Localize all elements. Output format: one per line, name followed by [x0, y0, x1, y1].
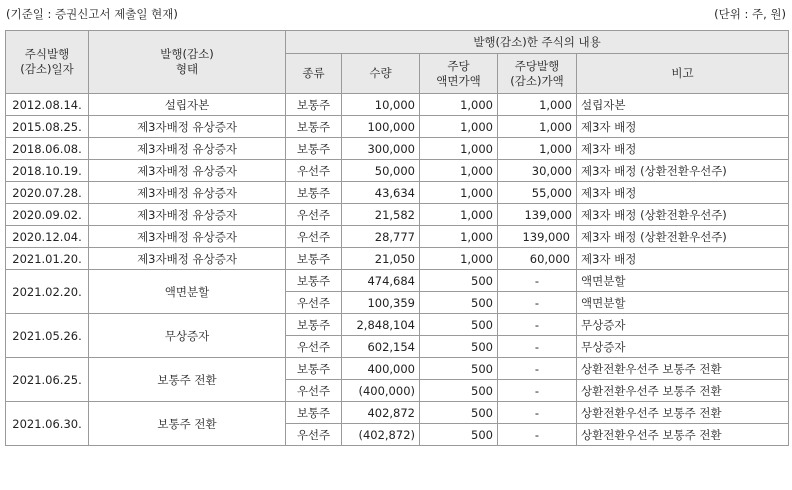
- table-row: [6, 116, 789, 138]
- share-kind-cell: 우선주: [286, 226, 342, 248]
- par-value-cell: 1,000: [420, 182, 498, 204]
- header-issue-date-line2: (감소)일자: [20, 62, 74, 76]
- issue-price-cell: 139,000: [498, 204, 577, 226]
- issue-form-cell: 제3자배정 유상증자: [89, 248, 286, 270]
- par-value-cell: 500: [420, 270, 498, 292]
- issue-form-cell: 제3자배정 유상증자: [89, 138, 286, 160]
- par-value-cell: 500: [420, 358, 498, 380]
- share-kind-cell: 보통주: [286, 138, 342, 160]
- issue-date-cell: 2021.06.30.: [6, 402, 89, 446]
- header-quantity: 수량: [342, 54, 420, 94]
- issue-date-cell: 2020.09.02.: [6, 204, 89, 226]
- quantity-cell: 21,582: [342, 204, 420, 226]
- header-par-value-line1: 주당: [447, 58, 470, 73]
- issue-form-cell: 제3자배정 유상증자: [89, 116, 286, 138]
- share-kind-cell: 보통주: [286, 402, 342, 424]
- issue-form-cell: 제3자배정 유상증자: [89, 204, 286, 226]
- remark-cell: 상환전환우선주 보통주 전환: [577, 424, 789, 446]
- issue-price-cell: 60,000: [498, 248, 577, 270]
- remark-cell: 제3자 배정 (상환전환우선주): [577, 160, 789, 182]
- header-issue-form: [89, 31, 286, 94]
- header-issue-price-line1: 주당발행: [514, 58, 560, 73]
- header-share-details: 발행(감소)한 주식의 내용: [286, 31, 789, 54]
- par-value-cell: 1,000: [420, 116, 498, 138]
- header-issue-price: [498, 54, 577, 94]
- par-value-cell: 500: [420, 292, 498, 314]
- issue-date-cell: 2018.06.08.: [6, 138, 89, 160]
- par-value-cell: 1,000: [420, 160, 498, 182]
- table-row: [6, 270, 789, 292]
- par-value-cell: 1,000: [420, 226, 498, 248]
- remark-cell: 상환전환우선주 보통주 전환: [577, 380, 789, 402]
- reference-date-note: (기준일 : 증권신고서 제출일 현재): [6, 7, 178, 21]
- share-kind-cell: 우선주: [286, 160, 342, 182]
- issue-date-cell: 2021.06.25.: [6, 358, 89, 402]
- quantity-cell: 474,684: [342, 270, 420, 292]
- issue-form-cell: 제3자배정 유상증자: [89, 226, 286, 248]
- share-kind-cell: 우선주: [286, 204, 342, 226]
- remark-cell: 설립자본: [577, 94, 789, 116]
- table-row: [6, 402, 789, 424]
- quantity-cell: 2,848,104: [342, 314, 420, 336]
- issue-form-cell: 무상증자: [89, 314, 286, 358]
- table-row: [6, 160, 789, 182]
- quantity-cell: 50,000: [342, 160, 420, 182]
- capital-change-table: [5, 30, 789, 446]
- issue-date-cell: 2020.07.28.: [6, 182, 89, 204]
- issue-price-cell: 1,000: [498, 116, 577, 138]
- unit-note: (단위 : 주, 원): [714, 7, 786, 21]
- remark-cell: 제3자 배정 (상환전환우선주): [577, 226, 789, 248]
- issue-price-cell: 55,000: [498, 182, 577, 204]
- issue-date-cell: 2020.12.04.: [6, 226, 89, 248]
- header-par-value: [420, 54, 498, 94]
- table-row: [6, 314, 789, 336]
- quantity-cell: 100,000: [342, 116, 420, 138]
- quantity-cell: 400,000: [342, 358, 420, 380]
- issue-price-cell: 1,000: [498, 94, 577, 116]
- issue-price-cell: 1,000: [498, 138, 577, 160]
- par-value-cell: 500: [420, 402, 498, 424]
- table-row: [6, 138, 789, 160]
- quantity-cell: 43,634: [342, 182, 420, 204]
- quantity-cell: 28,777: [342, 226, 420, 248]
- header-par-value-line2: 액면가액: [436, 73, 481, 88]
- issue-price-cell: -: [498, 292, 577, 314]
- share-kind-cell: 보통주: [286, 182, 342, 204]
- issue-price-cell: -: [498, 380, 577, 402]
- par-value-cell: 500: [420, 336, 498, 358]
- issue-date-cell: 2018.10.19.: [6, 160, 89, 182]
- issue-price-cell: -: [498, 358, 577, 380]
- issue-price-cell: -: [498, 424, 577, 446]
- remark-cell: 제3자 배정 (상환전환우선주): [577, 204, 789, 226]
- issue-price-cell: 139,000: [498, 226, 577, 248]
- remark-cell: 무상증자: [577, 314, 789, 336]
- share-kind-cell: 우선주: [286, 424, 342, 446]
- issue-form-cell: 제3자배정 유상증자: [89, 182, 286, 204]
- share-kind-cell: 우선주: [286, 336, 342, 358]
- share-kind-cell: 보통주: [286, 270, 342, 292]
- share-kind-cell: 보통주: [286, 314, 342, 336]
- issue-form-cell: 보통주 전환: [89, 358, 286, 402]
- table-row: [6, 248, 789, 270]
- header-issue-date: [6, 31, 89, 94]
- table-row: [6, 358, 789, 380]
- remark-cell: 제3자 배정: [577, 182, 789, 204]
- header-issue-form-line2: 형태: [175, 62, 199, 76]
- issue-date-cell: 2012.08.14.: [6, 94, 89, 116]
- par-value-cell: 1,000: [420, 138, 498, 160]
- share-kind-cell: 우선주: [286, 292, 342, 314]
- quantity-cell: 402,872: [342, 402, 420, 424]
- issue-form-cell: 설립자본: [89, 94, 286, 116]
- quantity-cell: 100,359: [342, 292, 420, 314]
- quantity-cell: (400,000): [342, 380, 420, 402]
- issue-form-cell: 제3자배정 유상증자: [89, 160, 286, 182]
- issue-form-cell: 보통주 전환: [89, 402, 286, 446]
- par-value-cell: 500: [420, 424, 498, 446]
- issue-date-cell: 2021.02.20.: [6, 270, 89, 314]
- issue-price-cell: -: [498, 270, 577, 292]
- par-value-cell: 1,000: [420, 204, 498, 226]
- table-row: [6, 94, 789, 116]
- remark-cell: 상환전환우선주 보통주 전환: [577, 402, 789, 424]
- issue-price-cell: -: [498, 336, 577, 358]
- share-kind-cell: 보통주: [286, 248, 342, 270]
- quantity-cell: 300,000: [342, 138, 420, 160]
- remark-cell: 액면분할: [577, 270, 789, 292]
- par-value-cell: 1,000: [420, 248, 498, 270]
- remark-cell: 제3자 배정: [577, 138, 789, 160]
- issue-date-cell: 2021.05.26.: [6, 314, 89, 358]
- remark-cell: 제3자 배정: [577, 248, 789, 270]
- header-remark: 비고: [577, 54, 789, 94]
- table-row: [6, 182, 789, 204]
- header-issue-date-line1: 주식발행: [24, 47, 70, 61]
- par-value-cell: 1,000: [420, 94, 498, 116]
- quantity-cell: 10,000: [342, 94, 420, 116]
- par-value-cell: 500: [420, 380, 498, 402]
- header-issue-price-line2: (감소)가액: [510, 73, 564, 88]
- share-kind-cell: 보통주: [286, 116, 342, 138]
- issue-date-cell: 2021.01.20.: [6, 248, 89, 270]
- issue-price-cell: -: [498, 402, 577, 424]
- share-kind-cell: 우선주: [286, 380, 342, 402]
- issue-price-cell: -: [498, 314, 577, 336]
- remark-cell: 액면분할: [577, 292, 789, 314]
- quantity-cell: 21,050: [342, 248, 420, 270]
- issue-date-cell: 2015.08.25.: [6, 116, 89, 138]
- remark-cell: 무상증자: [577, 336, 789, 358]
- issue-form-cell: 액면분할: [89, 270, 286, 314]
- header-share-kind: 종류: [286, 54, 342, 94]
- quantity-cell: (402,872): [342, 424, 420, 446]
- table-row: [6, 226, 789, 248]
- quantity-cell: 602,154: [342, 336, 420, 358]
- share-kind-cell: 보통주: [286, 94, 342, 116]
- table-row: [6, 204, 789, 226]
- par-value-cell: 500: [420, 314, 498, 336]
- header-issue-form-line1: 발행(감소): [160, 47, 214, 61]
- share-kind-cell: 보통주: [286, 358, 342, 380]
- remark-cell: 상환전환우선주 보통주 전환: [577, 358, 789, 380]
- remark-cell: 제3자 배정: [577, 116, 789, 138]
- issue-price-cell: 30,000: [498, 160, 577, 182]
